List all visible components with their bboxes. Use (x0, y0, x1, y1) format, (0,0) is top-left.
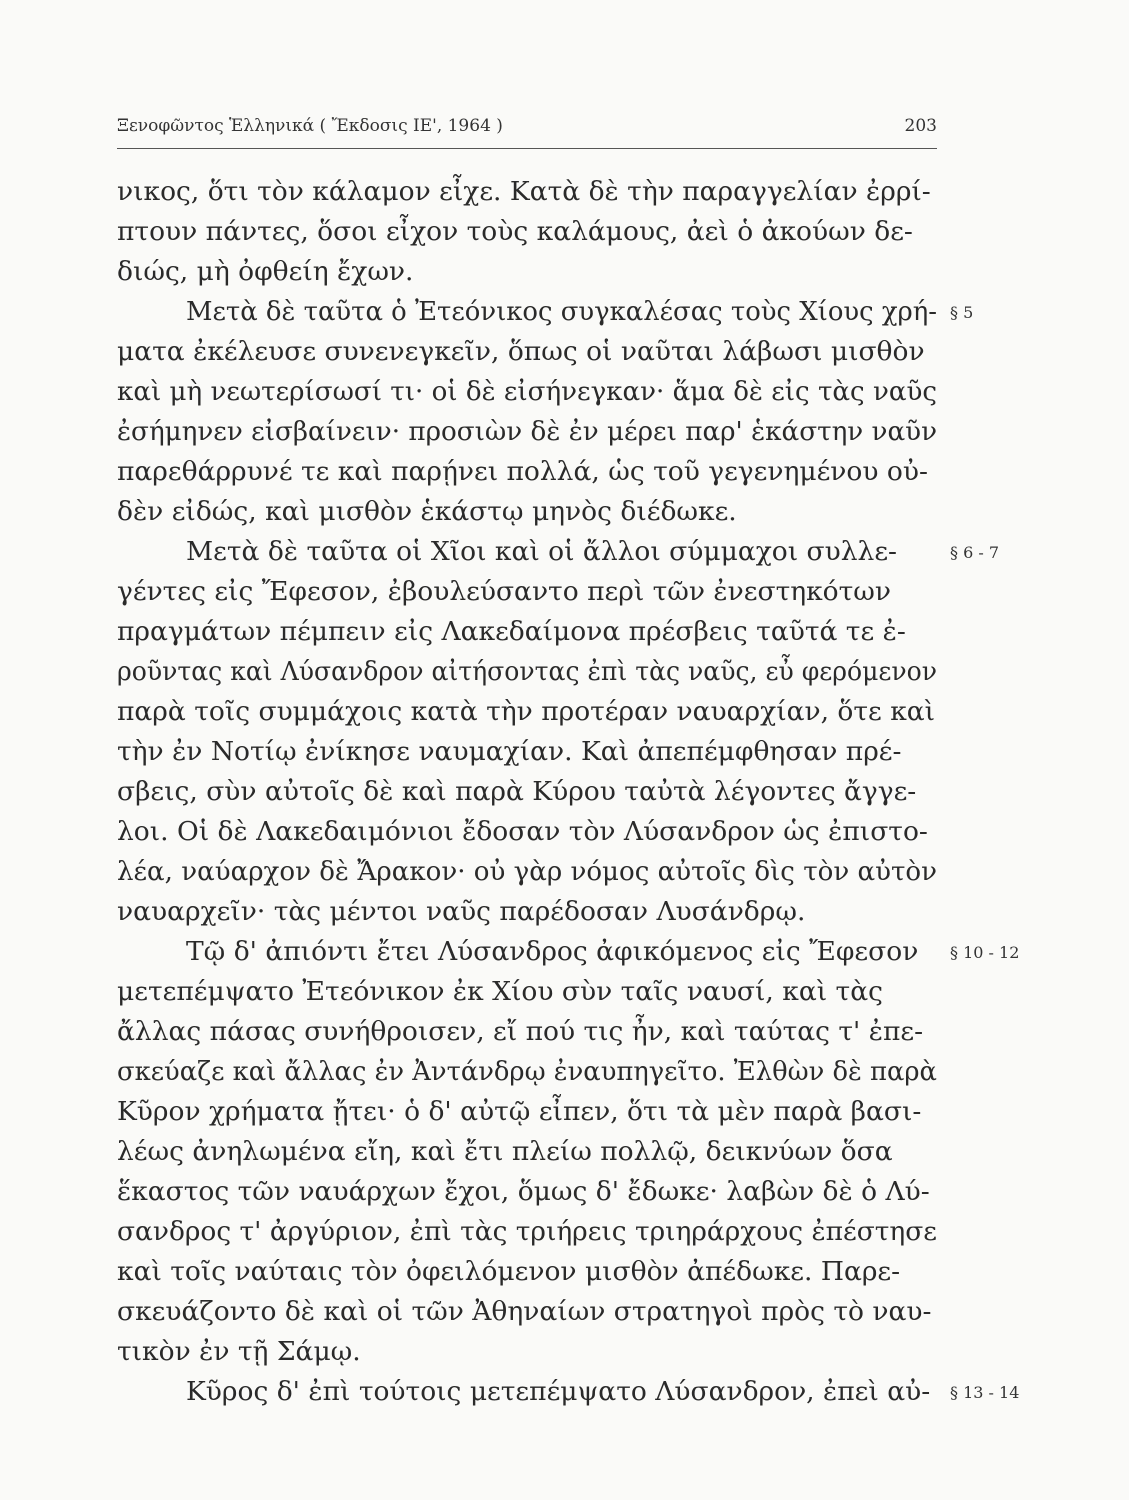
page-number: 203 (904, 116, 937, 136)
text-line: Τῷ δ' ἀπιόντι ἔτει Λύσανδρος ἀφικόμενος εἰς Ἔφεσον (186, 936, 919, 967)
margin-note: § 10 - 12 (950, 943, 1020, 962)
margin-note: § 6 - 7 (950, 543, 1000, 562)
page-header (117, 112, 937, 144)
text-line: καὶ τοῖς ναύταις τὸν ὀφειλόμενον μισθὸν ἀπέδωκε. Παρε- (117, 1256, 901, 1287)
text-line: Μετὰ δὲ ταῦτα οἱ Χῖοι καὶ οἱ ἄλλοι σύμμαχοι συλλε- (186, 536, 898, 567)
margin-note: § 13 - 14 (950, 1383, 1020, 1402)
text-line: λέως ἀνηλωμένα εἴη, καὶ ἔτι πλείω πολλῷ, δεικνύων ὅσα (117, 1136, 893, 1167)
text-line: σβεις, σὺν αὐτοῖς δὲ καὶ παρὰ Κύρου ταὐτὰ λέγοντες ἄγγε- (117, 776, 917, 807)
text-line: σκευάζοντο δὲ καὶ οἱ τῶν Ἀθηναίων στρατηγοὶ πρὸς τὸ ναυ- (117, 1296, 932, 1327)
text-line: Μετὰ δὲ ταῦτα ὁ Ἐτεόνικος συγκαλέσας τοὺς Χίους χρή- (186, 296, 938, 327)
text-line: Κῦρος δ' ἐπὶ τούτοις μετεπέμψατο Λύσανδρον, ἐπεὶ αὐ- (186, 1376, 931, 1407)
text-line: πραγμάτων πέμπειν εἰς Λακεδαίμονα πρέσβεις ταῦτά τε ἐ- (117, 616, 906, 647)
text-line: παρεθάρρυνέ τε καὶ παρῄνει πολλά, ὡς τοῦ γεγενημένου οὐ- (117, 456, 928, 487)
margin-note: § 5 (950, 303, 974, 322)
text-line: ματα ἐκέλευσε συνενεγκεῖν, ὅπως οἱ ναῦται λάβωσι μισθὸν (117, 336, 925, 367)
text-line: ροῦντας καὶ Λύσανδρον αἰτήσοντας ἐπὶ τὰς ναῦς, εὖ φερόμενον (117, 656, 938, 687)
text-line: τικὸν ἐν τῇ Σάμῳ. (117, 1336, 361, 1367)
text-line: λέα, ναύαρχον δὲ Ἄρακον· οὐ γὰρ νόμος αὐτοῖς δὶς τὸν αὐτὸν (117, 856, 937, 887)
text-line: πτουν πάντες, ὅσοι εἶχον τοὺς καλάμους, ἀεὶ ὁ ἀκούων δε- (117, 216, 913, 247)
text-line: μετεπέμψατο Ἐτεόνικον ἐκ Χίου σὺν ταῖς ναυσί, καὶ τὰς (117, 976, 883, 1007)
text-line: διώς, μὴ ὀφθείη ἔχων. (117, 256, 414, 287)
text-line: ναυαρχεῖν· τὰς μέντοι ναῦς παρέδοσαν Λυσάνδρῳ. (117, 896, 806, 927)
text-line: ἐσήμηνεν εἰσβαίνειν· προσιὼν δὲ ἐν μέρει παρ' ἑκάστην ναῦν (117, 416, 938, 447)
text-line: γέντες εἰς Ἔφεσον, ἐβουλεύσαντο περὶ τῶν ἐνεστηκότων (117, 576, 892, 607)
text-line: σκεύαζε καὶ ἄλλας ἐν Ἀντάνδρῳ ἐναυπηγεῖτο. Ἐλθὼν δὲ παρὰ (117, 1056, 937, 1087)
text-line: νικος, ὅτι τὸν κάλαμον εἶχε. Κατὰ δὲ τὴν παραγγελίαν ἐρρί- (117, 176, 931, 207)
text-line: ἄλλας πάσας συνήθροισεν, εἴ πού τις ἦν, καὶ ταύτας τ' ἐπε- (117, 1016, 924, 1047)
text-line: παρὰ τοῖς συμμάχοις κατὰ τὴν προτέραν ναυαρχίαν, ὅτε καὶ (117, 696, 936, 727)
text-line: ἕκαστος τῶν ναυάρχων ἔχοι, ὅμως δ' ἔδωκε· λαβὼν δὲ ὁ Λύ- (117, 1176, 930, 1207)
header-rule (117, 148, 937, 149)
text-line: καὶ μὴ νεωτερίσωσί τι· οἱ δὲ εἰσήνεγκαν· ἅμα δὲ εἰς τὰς ναῦς (117, 376, 938, 407)
running-title: Ξενοφῶντος Ἑλληνικά ( Ἔκδοσις ΙΕ', 1964 ) (117, 116, 503, 136)
text-line: σανδρος τ' ἀργύριον, ἐπὶ τὰς τριήρεις τριηράρχους ἐπέστησε (117, 1216, 937, 1247)
text-line: Κῦρον χρήματα ᾔτει· ὁ δ' αὐτῷ εἶπεν, ὅτι τὰ μὲν παρὰ βασι- (117, 1096, 922, 1127)
text-line: λοι. Οἱ δὲ Λακεδαιμόνιοι ἔδοσαν τὸν Λύσανδρον ὡς ἐπιστο- (117, 816, 928, 847)
text-line: δὲν εἰδώς, καὶ μισθὸν ἑκάστῳ μηνὸς διέδωκε. (117, 496, 737, 527)
text-line: τὴν ἐν Νοτίῳ ἐνίκησε ναυμαχίαν. Καὶ ἀπεπέμφθησαν πρέ- (117, 736, 902, 767)
